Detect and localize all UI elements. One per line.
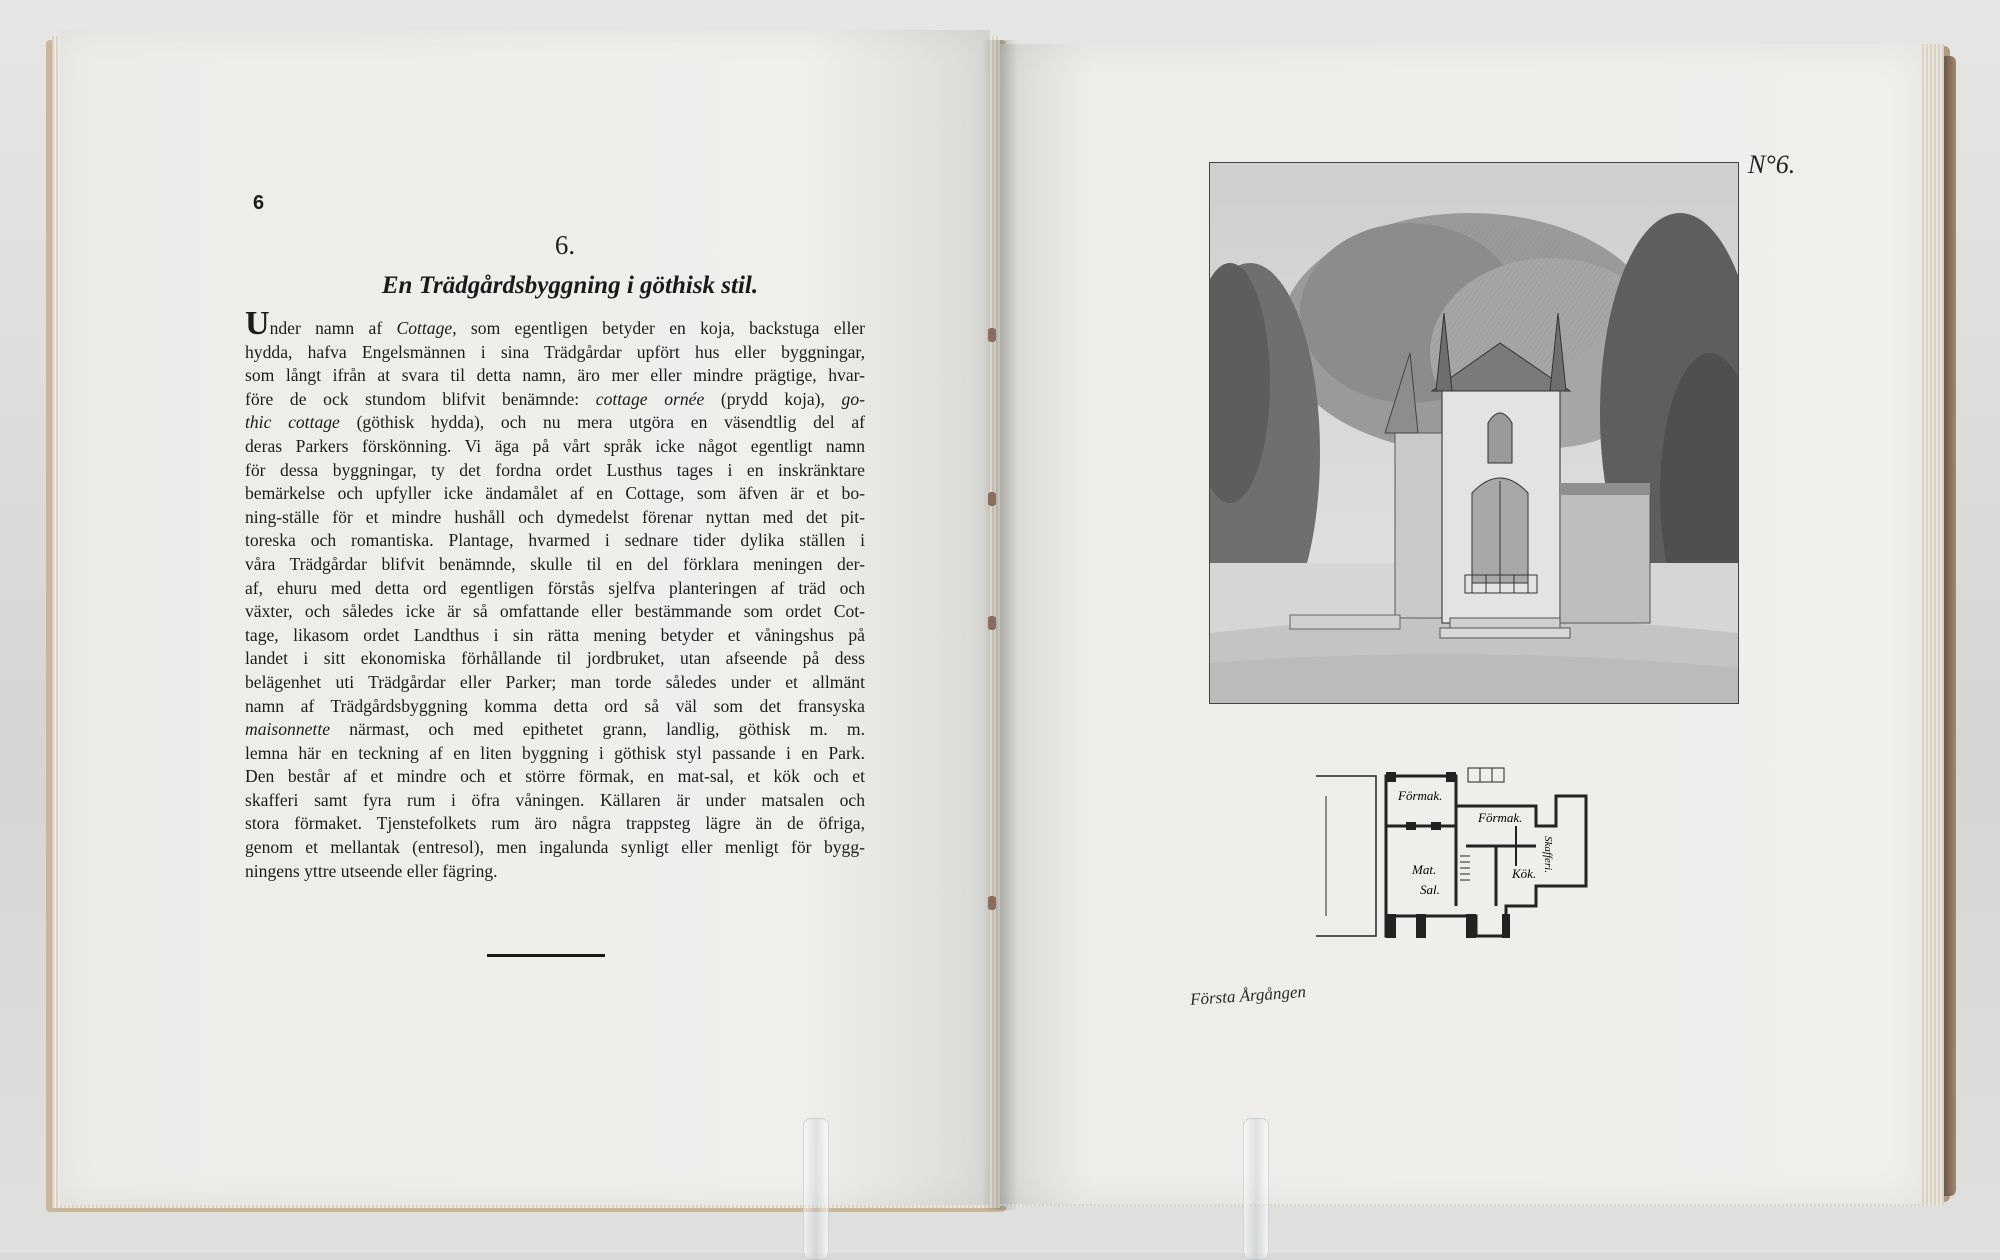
page-number: 6 <box>253 192 265 214</box>
body-line <box>245 647 865 671</box>
binding-stitch <box>988 896 996 910</box>
text-run: af, ehuru med detta ord egentligen förstås sjelfva planteringen af träd och <box>245 577 865 598</box>
drop-cap: U <box>245 305 270 342</box>
body-line <box>245 695 865 719</box>
body-line <box>245 435 865 459</box>
body-line <box>245 718 865 742</box>
floor-plan-drawing <box>1316 766 1636 950</box>
text-run: nder namn af <box>269 318 397 338</box>
body-line <box>245 765 865 789</box>
body-line <box>245 836 865 860</box>
body-line <box>245 624 865 648</box>
text-run: toreska och romantiska. Plantage, hvarmed i sednare tider dylika ställen i <box>245 530 865 551</box>
floor-plan-room-label: Skafferi. <box>1542 836 1554 873</box>
volume-caption: Första Årgången <box>1189 981 1307 1010</box>
section-title: En Trädgårdsbyggning i göthisk stil. <box>381 272 759 299</box>
text-run: namn af Trädgårdsbyggning komma detta ord så väl som det fransyska <box>245 695 865 716</box>
text-run: belägenhet uti Trädgårdar eller Parker; man torde således under et allmänt <box>245 671 865 692</box>
text-run: , som egentligen betyder en koja, backstuga eller <box>452 318 865 338</box>
text-run: hydda, hafva Engelsmännen i sina Trädgårdar upfört hus eller byggningar, <box>245 341 865 362</box>
text-run: genom et mellantak (entresol), men ingalunda synligt eller menligt för bygg- <box>245 837 865 858</box>
floor-plan-room-label: Förmak. <box>1398 788 1443 803</box>
body-line <box>245 577 865 601</box>
floor-plan-room-label: Mat. <box>1412 862 1437 877</box>
binding-stitch <box>988 616 996 630</box>
text-run: för dessa byggningar, ty det fordna ordet Lusthus tages i en inskränktare <box>245 459 865 480</box>
text-run: våra Trädgårdar blifvit benämnde, skulle til en del förklara meningen der- <box>245 553 865 574</box>
body-paragraph <box>245 305 865 883</box>
text-run: Den består af et mindre och et större förmak, en mat-sal, et kök och et <box>245 766 865 787</box>
floor-plan-room-label: Sal. <box>1420 882 1440 897</box>
text-run: (prydd koja), <box>704 388 842 409</box>
text-run: växter, och således icke är så omfattande eller bestämmande som ordet Cot- <box>245 601 865 622</box>
body-line <box>245 812 865 836</box>
body-line <box>245 341 865 365</box>
body-line <box>245 553 865 577</box>
text-run: lemna här en teckning af en liten byggning i göthisk styl passande i en Park. <box>245 742 865 763</box>
gothic-garden-cottage-engraving <box>1209 162 1739 704</box>
body-line <box>245 529 865 553</box>
body-line <box>245 506 865 530</box>
plate-number: N°6. <box>1748 150 1796 179</box>
body-line <box>245 600 865 624</box>
text-run: närmast, och med epithetet grann, landlig, göthisk m. m. <box>330 719 865 740</box>
text-run: ning-ställe för et mindre hushåll och dymedelst förenar nyttan med det pit- <box>245 506 865 527</box>
section-number: 6. <box>554 230 576 260</box>
acrylic-stand-right <box>1243 1118 1269 1260</box>
body-line <box>245 789 865 813</box>
text-run: stora förmaket. Tjenstefolkets rum äro några trappsteg lägre än de öfriga, <box>245 813 865 834</box>
text-run: bemärkelse och upfyller icke ändamålet af en Cottage, som äfven är et bo- <box>245 483 865 504</box>
body-line <box>245 459 865 483</box>
body-line <box>245 305 865 342</box>
italic-term: thic cottage <box>245 412 340 433</box>
floor-plan-room-label: Förmak. <box>1478 810 1523 825</box>
acrylic-stand-left <box>803 1118 829 1260</box>
text-run: ningens yttre utseende eller fägring. <box>245 860 498 881</box>
body-line <box>245 860 865 884</box>
body-line <box>245 742 865 766</box>
text-run: (göthisk hydda), och nu mera utgöra en väsendtlig del af <box>339 412 865 433</box>
italic-term: cottage ornée <box>595 388 705 409</box>
section-end-rule <box>487 954 605 957</box>
italic-term: go- <box>841 388 865 409</box>
text-run: före de ock stundom blifvit benämnde: <box>245 388 596 409</box>
text-run: landet i sitt ekonomiska förhållande til jordbruket, utan afseende på dess <box>245 648 865 669</box>
text-run: som långt ifrån at svara til detta namn, äro mer eller mindre prägtige, hvar- <box>245 365 865 386</box>
text-run: deras Parkers förskönning. Vi äga på vårt språk icke något egentligt namn <box>245 435 865 456</box>
binding-stitch <box>988 492 996 506</box>
italic-term: maisonnette <box>245 719 331 740</box>
body-line <box>245 364 865 388</box>
body-line <box>245 388 865 412</box>
floor-plan-room-label: Kök. <box>1512 866 1537 881</box>
text-run: skafferi samt fyra rum i öfra våningen. Källaren är under matsalen och <box>245 789 865 810</box>
body-line <box>245 411 865 435</box>
body-line <box>245 671 865 695</box>
binding-stitch <box>988 328 996 342</box>
italic-term: Cottage <box>396 318 453 338</box>
text-run: tage, likasom ordet Landthus i sin rätta mening betyder et våningshus på <box>245 624 865 645</box>
body-line <box>245 482 865 506</box>
